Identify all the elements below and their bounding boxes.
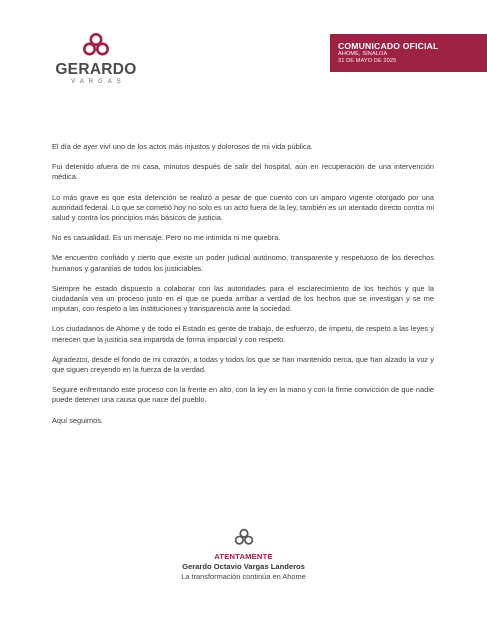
brand-logo	[52, 32, 140, 86]
paragraph: Seguiré enfrentando este proceso con la frente en alto, con la ley en la mano y con la firme convicción de que nadie puede detener una causa que nace del pueblo.	[52, 385, 434, 405]
closing-tagline: La transformación continúa en Ahome	[181, 572, 306, 581]
closing-block	[0, 528, 487, 582]
paragraph: Siempre he estado dispuesto a colaborar con las autoridades para el esclarecimiento de los hechos y que la ciudadanía vea un proceso justo en el que se pueda arribar a verdad de los hechos que se investigan y se me imputan, con respeto a las instituciones y transparencia ante la sociedad.	[52, 283, 434, 314]
official-statement-banner	[330, 34, 487, 72]
interlocked-loops-icon	[81, 32, 111, 60]
paragraph: Los ciudadanos de Ahome y de todo el Estado es gente de trabajo, de esfuerzo, de ímpetu, de respeto a las leyes y merecen que la justicia sea impartida de forma imparcial y con respeto.	[52, 324, 434, 344]
paragraph: El día de ayer viví uno de los actos más injustos y dolorosos de mi vida pública.	[52, 142, 313, 151]
paragraph: No es casualidad. Es un mensaje. Pero no me intimida ni me quiebra.	[52, 233, 281, 243]
statement-body	[52, 142, 434, 436]
paragraph: Aquí seguimos.	[52, 415, 103, 425]
signatory-name: Gerardo Octavio Vargas Landeros	[182, 562, 305, 571]
brand-name: GERARDO	[55, 61, 137, 78]
paragraph: Fui detenido afuera de mi casa, minutos después de salir del hospital, aún en recuperación de una intervención médica.	[52, 162, 434, 182]
paragraph: Lo más grave es que esta detención se realizó a pesar de que cuento con un amparo vigente otorgado por una autoridad federal. Lo que se cometió hoy no solo es un acto fuera de la ley, también es un atentado directo contra mi salud y contra los principios más básicos de justicia.	[52, 192, 434, 223]
interlocked-loops-icon	[233, 528, 255, 548]
paragraph: Agradezco, desde el fondo de mi corazón, a todas y todos los que se han mantenido cerca, que han alzado la voz y que siguen creyendo en la fuerza de la verdad.	[52, 354, 434, 375]
brand-subname: VARGAS	[71, 79, 126, 85]
banner-location: AHOME, SINALOA	[338, 51, 388, 57]
closing-salutation: ATENTAMENTE	[214, 552, 273, 561]
paragraph: Me encuentro confiado y cierto que existe un poder judicial autónomo, transparente y respetuoso de los derechos humanos y garantías de todos los justiciables.	[52, 253, 434, 273]
banner-title: COMUNICADO OFICIAL	[338, 41, 439, 51]
banner-date: 31 DE MAYO DE 2025	[338, 58, 397, 64]
